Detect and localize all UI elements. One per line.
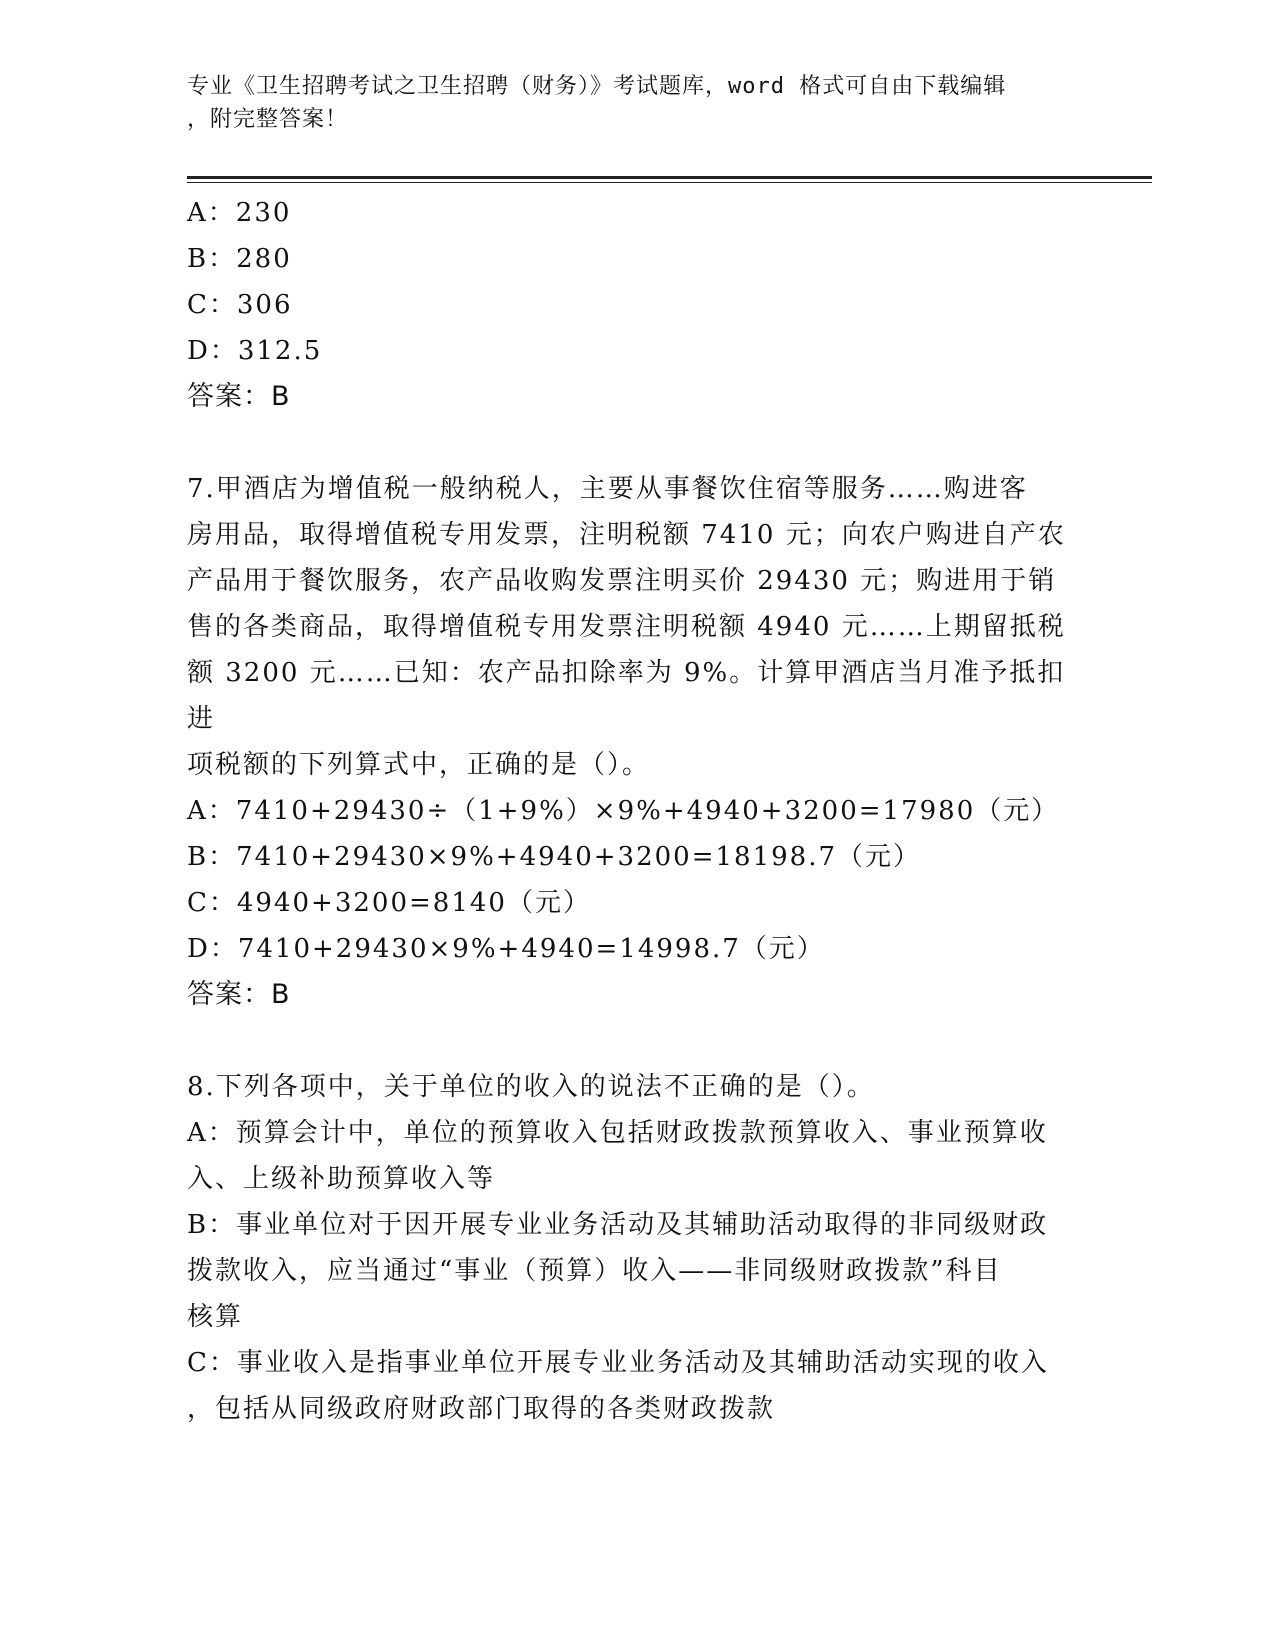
q7-stem-line-4: 售的各类商品，取得增值税专用发票注明税额 4940 元……上期留抵税 [187,612,1066,642]
q8-option-c-line-2: ，包括从同级政府财政部门取得的各类财政拨款 [187,1394,776,1424]
header-divider-thick [187,176,1152,179]
q8-option-b-line-1: B：事业单位对于因开展专业业务活动及其辅助活动取得的非同级财政 [187,1210,1049,1240]
q6-answer: 答案：B [187,381,291,412]
q7-stem-line-1: 7.甲酒店为增值税一般纳税人，主要从事餐饮住宿等服务……购进客 [187,474,1028,504]
q7-option-d: D：7410+29430×9%+4940=14998.7（元） [187,934,825,964]
q7-answer: 答案：B [187,979,291,1010]
q8-option-a-line-1: A：预算会计中，单位的预算收入包括财政拨款预算收入、事业预算收 [187,1118,1048,1148]
q7-option-c: C：4940+3200=8140（元） [187,888,591,918]
header-divider-thin [187,182,1152,183]
q7-stem-line-6: 项税额的下列算式中，正确的是（）。 [187,750,651,780]
q6-option-d: D：312.5 [187,336,323,366]
q8-option-b-line-2: 拨款收入，应当通过“事业（预算）收入——非同级财政拨款”科目 [187,1256,1002,1286]
spacer [187,420,1087,466]
header-line-2: ，附完整答案！ [187,107,349,132]
q7-stem-line-3: 产品用于餐饮服务，农产品收购发票注明买价 29430 元；购进用于销 [187,566,1057,596]
q8-option-a-line-2: 入、上级补助预算收入等 [187,1164,496,1194]
q8-option-c-line-1: C：事业收入是指事业单位开展专业业务活动及其辅助活动实现的收入 [187,1348,1049,1378]
header-line-1: 专业《卫生招聘考试之卫生招聘（财务）》考试题库，word 格式可自由下载编辑 [187,74,1007,99]
spacer [187,1018,1087,1064]
q7-option-b: B：7410+29430×9%+4940+3200=18198.7（元） [187,842,922,872]
q7-stem-line-2: 房用品，取得增值税专用发票，注明税额 7410 元；向农户购进自产农 [187,520,1066,550]
q8-stem: 8.下列各项中，关于单位的收入的说法不正确的是（）。 [187,1072,875,1102]
q7-option-a: A：7410+29430÷（1+9%）×9%+4940+3200=17980（元） [187,796,1060,826]
q6-option-a: A：230 [187,198,292,228]
question-content [187,190,1087,1432]
document-header [187,70,1087,136]
q6-option-c: C：306 [187,290,293,320]
q6-option-b: B：280 [187,244,292,274]
q7-stem-line-5: 额 3200 元……已知：农产品扣除率为 9%。计算甲酒店当月准予抵扣进 [187,658,1066,734]
q8-option-b-line-3: 核算 [187,1302,244,1332]
